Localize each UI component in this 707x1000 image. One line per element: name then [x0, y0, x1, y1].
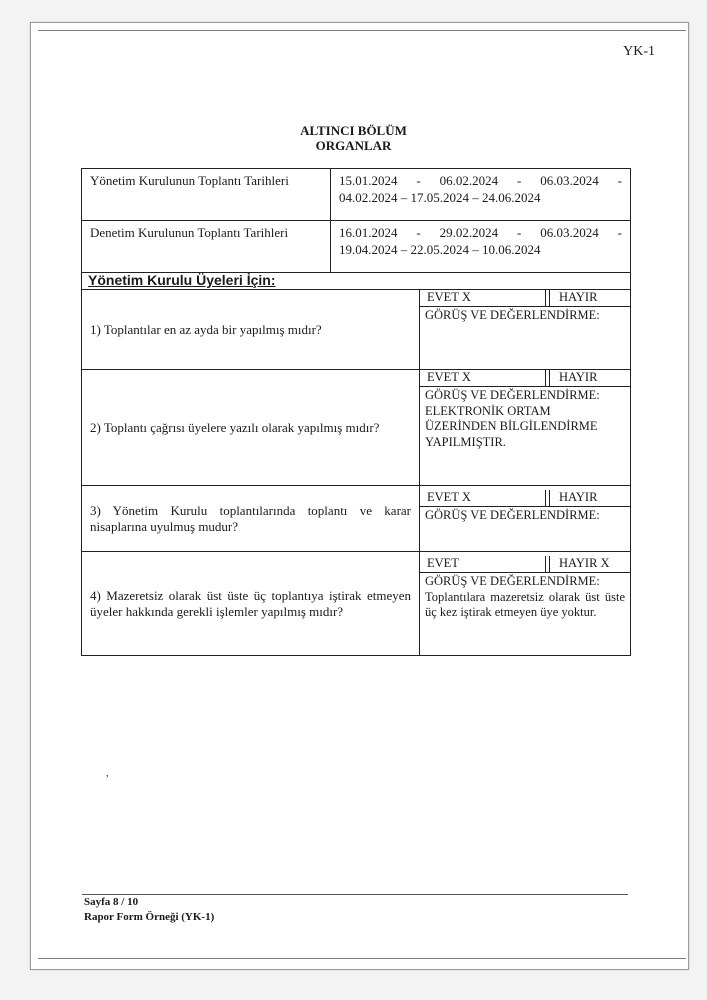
yes-no-row	[420, 370, 630, 387]
opinion-section	[420, 573, 630, 622]
page-number: Sayfa 8 / 10	[84, 896, 139, 908]
date-value: 15.01.2024	[339, 173, 398, 188]
opinion-section	[420, 307, 630, 325]
yes-box: EVET X	[420, 490, 546, 506]
date-value: 06.02.2024	[439, 173, 499, 188]
audit-dates-line1	[339, 224, 622, 241]
date-separator: -	[617, 225, 622, 240]
opinion-text: ELEKTRONİK ORTAM ÜZERİNDEN BİLGİLENDİRME YAPILMIŞTIR.	[425, 403, 598, 449]
section-subtitle: ORGANLAR	[315, 138, 392, 153]
question-row	[81, 370, 631, 486]
document-code: YK-1	[623, 44, 655, 59]
answer-cell	[419, 552, 630, 655]
audit-meetings-dates	[331, 221, 631, 273]
form-name: Rapor Form Örneği (YK-1)	[84, 911, 215, 923]
board-meetings-row	[82, 169, 631, 221]
no-box: HAYIR	[559, 290, 598, 304]
audit-dates-line2: 19.04.2024 – 22.05.2024 – 10.06.2024	[339, 242, 541, 257]
question-text: 4) Mazeretsiz olarak üst üste üç toplantıya iştirak etmeyen üyeler hakkında gerekli işlemler yapılmış mıdır?	[90, 587, 411, 619]
yes-no-row	[420, 290, 630, 307]
question-row	[81, 486, 631, 552]
meeting-dates-table	[81, 168, 631, 273]
opinion-title: GÖRÜŞ VE DEĞERLENDİRME:	[425, 308, 600, 322]
section-title: ALTINCI BÖLÜM	[300, 123, 407, 138]
yes-box: EVET X	[420, 290, 546, 306]
date-separator: -	[416, 173, 421, 188]
stray-mark: ,	[106, 768, 109, 779]
yes-no-row	[420, 490, 630, 507]
date-value: 06.03.2024	[540, 225, 599, 240]
opinion-title: GÖRÜŞ VE DEĞERLENDİRME:	[425, 508, 600, 522]
no-box: HAYIR	[559, 370, 598, 384]
audit-meetings-label: Denetim Kurulunun Toplantı Tarihleri	[82, 221, 331, 273]
bottom-rule	[38, 958, 686, 959]
date-value: 16.01.2024	[339, 225, 398, 240]
opinion-section	[420, 507, 630, 525]
question-text: 1) Toplantılar en az ayda bir yapılmış mıdır?	[90, 321, 322, 337]
members-heading-text: Yönetim Kurulu Üyeleri İçin:	[88, 272, 276, 288]
question-row	[81, 552, 631, 656]
footer-rule	[82, 894, 628, 895]
board-dates-line2: 04.02.2024 – 17.05.2024 – 24.06.2024	[339, 190, 541, 205]
answer-cell	[419, 370, 630, 485]
no-box: HAYIR X	[559, 556, 610, 570]
question-text: 3) Yönetim Kurulu toplantılarında toplantı ve karar nisaplarına uyulmuş mudur?	[90, 502, 411, 534]
question-text: 2) Toplantı çağrısı üyelere yazılı olarak yapılmış mıdır?	[90, 419, 380, 435]
audit-meetings-row	[82, 221, 631, 273]
date-separator: -	[416, 225, 421, 240]
question-row	[81, 290, 631, 370]
top-rule	[38, 30, 686, 31]
board-meetings-dates	[331, 169, 631, 221]
opinion-title: GÖRÜŞ VE DEĞERLENDİRME:	[425, 388, 600, 402]
date-separator: -	[517, 173, 522, 188]
yes-box: EVET	[420, 556, 546, 572]
no-box: HAYIR	[559, 490, 598, 504]
yes-box: EVET X	[420, 370, 546, 386]
date-separator: -	[517, 225, 522, 240]
board-meetings-label: Yönetim Kurulunun Toplantı Tarihleri	[82, 169, 331, 221]
board-dates-line1	[339, 172, 622, 189]
answer-cell	[419, 290, 630, 369]
date-separator: -	[617, 173, 622, 188]
yes-no-row	[420, 556, 630, 573]
members-heading	[81, 272, 631, 290]
opinion-section	[420, 387, 630, 451]
opinion-text: Toplantılara mazeretsiz olarak üst üste üç kez iştirak etmeyen üye yoktur.	[425, 589, 625, 619]
date-value: 29.02.2024	[439, 225, 499, 240]
date-value: 06.03.2024	[540, 173, 599, 188]
opinion-title: GÖRÜŞ VE DEĞERLENDİRME:	[425, 574, 600, 588]
answer-cell	[419, 486, 630, 551]
